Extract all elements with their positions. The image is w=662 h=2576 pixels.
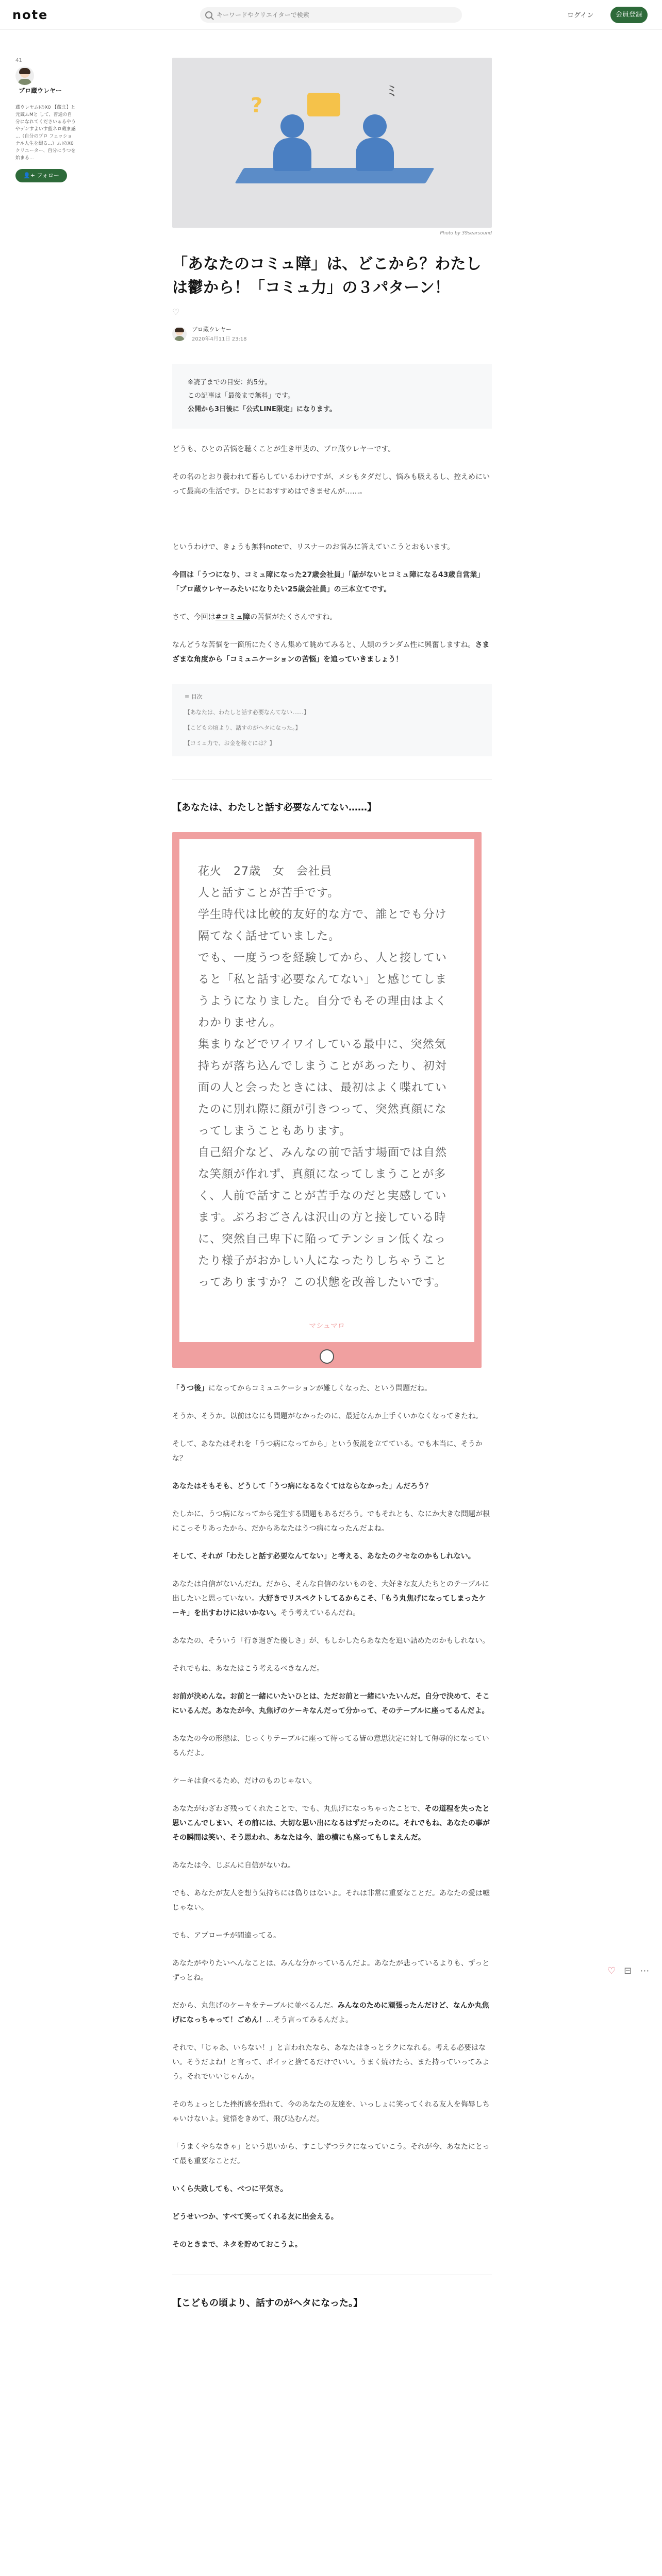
notice-line: 公開から3日後に「公式LINE限定」になります。 [188, 405, 336, 413]
person-right-body [356, 138, 394, 171]
marshmallow-card-body [179, 839, 474, 1342]
follower-count: 41 [15, 58, 22, 63]
signup-button[interactable]: 会員登録 [610, 7, 648, 23]
top-bar [0, 0, 662, 30]
bold-text: さまざまな角度から「コミュニケーションの苦悩」を追っていきましょう！ [172, 641, 490, 664]
avatar-body-shape [174, 336, 185, 341]
login-link[interactable]: ログイン [567, 12, 594, 20]
notice-line: ※読了までの目安：約5分。 [188, 379, 272, 386]
sidebar-author-name[interactable]: ブロ蔵ウレヤー [19, 87, 62, 94]
paragraph: あなたは今、じぶんに自信がないね。 [172, 1861, 295, 1870]
floating-actions [607, 1965, 649, 1976]
author-row [172, 325, 492, 342]
paragraph: そのときまで、ネタを貯めておこうよ。 [172, 2241, 302, 2249]
text: になってからコミュニケーションが難しくなった、という問題だね。 [208, 1384, 432, 1393]
marshmallow-tag: マシュマロ [309, 1322, 345, 1330]
question-mark-icon: ? [251, 94, 263, 117]
toc-heading-label: 目次 [191, 693, 203, 700]
author-bio: 蔵ウレヤムIのX0 【蔵ま】と 元蔵ムMと して、普通の自分になれてくださいぁるやうやデンすよいす藍ネロ蔵ま感 ...（自分のプロ フェッショナル人生を綴る...）ムIのX0 クリエーター、自分にうつを始まる... [15, 105, 76, 161]
bold-text: その道程を失ったと思いこんでしまい、その前には、大切な思い出になるはずだったのに。それでもね、あなたの事がその瞬間は笑い、そう思われ、あなたは今、誰の横にも座ってもしまえんだ。 [172, 1805, 490, 1842]
quote-line: 自己紹介など、みんなの前で話す場面では自然な笑顔が作れず、真顔になってしまうことが多く、人前で話すことが苦手なのだと実感しています。ぶろおごさんは沢山の方と接している時に、突然自己卑下に陥ってテンション低くなったり様子がおかしい人になったりしちゃうことってありますか？この状態を改善したいです。 [198, 1146, 448, 1289]
follow-button[interactable] [15, 169, 67, 182]
toc-item[interactable]: 【あなたは、わたしと話す必要なんてない……】 [185, 709, 309, 716]
table-shape [235, 168, 434, 183]
search-box[interactable] [200, 7, 462, 23]
quote-line: 学生時代は比較的友好的な方で、誰とでも分け隔てなく話せていました。 [198, 908, 447, 943]
text: の苦悩がたくさんですね。 [250, 613, 337, 621]
marshmallow-icon [320, 1349, 334, 1364]
text: そう考えているんだね。 [280, 1609, 360, 1617]
search-icon [205, 11, 212, 19]
paragraph [172, 638, 492, 667]
quote-line: でも、一度うつを経験してから、人と接していると「私と話す必要なんてない」と感じてしまうようになりました。自分でもその理由はよくわかりません。 [198, 952, 448, 1029]
heart-icon[interactable]: ♡ [607, 1965, 616, 1976]
toc-heading[interactable] [185, 692, 479, 701]
paragraph [172, 1802, 492, 1845]
author-name[interactable]: ブロ蔵ウレヤー [192, 326, 231, 333]
marshmallow-card [172, 832, 482, 1368]
photo-credit[interactable]: Photo by 39searsound [440, 231, 492, 236]
quote-line: 人と話すことが苦手です。 [198, 887, 340, 900]
paragraph: あなたの今の形態は、じっくりテーブルに座って待ってる皆の意思決定に対して侮辱的になっているんだよ。 [172, 1735, 489, 1757]
article-column [172, 58, 492, 2309]
section-heading: 【こどもの頃より、話すのがヘタになった。】 [172, 2298, 362, 2309]
paragraph: でも、アプローチが間違ってる。 [172, 1931, 280, 1940]
toc-item[interactable]: 【こどもの頃より、話すのがヘタになった。】 [185, 724, 301, 731]
list-icon: ≡ [185, 693, 191, 700]
text: …そう言ってみるんだよ。 [266, 2016, 353, 2024]
paragraph: それで、「じゃあ、いらない！」と言われたなら、あなたはきっとラクになれる。考える必要はない。そうだよね！と言って、ポイッと捨てるだけでいい。うまく焼けたら、また持っていってみよう。それでいいじゃんか。 [172, 2044, 490, 2081]
avatar-hair-shape [175, 328, 184, 332]
paragraph: そのちょっとした挫折感を恐れて、今のあなたの友達を、いっしょに笑ってくれる友人を侮辱しちゃいけないよ。覚悟をきめて、飛び込むんだ。 [172, 2100, 490, 2123]
share-icon[interactable]: ⋯ [640, 1965, 650, 1976]
paragraph: どうも、ひとの苦悩を聴くことが生き甲斐の、ブロ蔵ウレヤーです。 [172, 445, 395, 453]
publish-date: 2020年4月11日 23:18 [192, 336, 247, 342]
avatar-body-shape [18, 79, 31, 85]
paragraph: そうか、そうか。以前はなにも問題がなかったのに、最近なんか上手くいかなくなってきたね。 [172, 1412, 483, 1420]
notice-line: この記事は「最後まで無料」です。 [188, 392, 294, 400]
paragraph: その名のとおり養われて暮らしているわけですが、メシもタダだし、悩みも吸えるし、控えめにいって最高の生活です。ひとにおすすめはできませんが……。 [172, 473, 490, 496]
paragraph [172, 610, 492, 624]
paragraph [172, 1381, 492, 1396]
paragraph: あなたがやりたいへんなことは、みんな分かっているんだよ。あなたが悲っているよりも、ずっとずっとね。 [172, 1959, 490, 1982]
toc-item[interactable]: 【コミュ力で、お金を稼ぐには？】 [185, 740, 275, 747]
section-heading: 【あなたは、わたしと話す必要なんてない……】 [172, 802, 376, 813]
paragraph: たしかに、うつ病になってから発生する問題もあるだろう。でもそれとも、なにか大きな問題が根にこっそりあったから、だからあなたはうつ病になったんだよね。 [172, 1510, 490, 1533]
person-left-body [273, 138, 311, 171]
quote-line: 集まりなどでワイワイしている最中に、突然気持ちが落ち込んでしまうことがあったり、初対面の人と会ったときには、最初はよく喋れていたのに別れ際に顔が引きつって、突然真顔になってしまうこともあります。 [198, 1038, 448, 1138]
author-sidebar [15, 58, 76, 182]
paragraph [172, 1998, 492, 2027]
paragraph: というわけで、きょうも無料noteで、リスナーのお悩みに答えていこうとおもいます。 [172, 543, 455, 551]
paragraph: 「うまくやらなきゃ」という思いから、すこしずつラクになっていこう。それが今、あなたにとって最も重要なことだ。 [172, 2143, 490, 2165]
bold-text: みんなのために頑張ったんだけど、なんか丸焦げになっちゃって！ごめん！ [172, 2002, 489, 2024]
article-title: 「あなたのコミュ障」は、どこから？わたしは鬱から！「コミュ力」の３パターン！ [172, 255, 482, 297]
text: なんどうな苦悩を一箇所にたくさん集めて眺めてみると、人類のランダム性に興奮しますね。 [172, 641, 475, 649]
table-of-contents [172, 684, 492, 756]
person-add-icon: 👤+ [23, 172, 37, 179]
paragraph: どうせいつか、すべて笑ってくれる友に出会える。 [172, 2213, 338, 2221]
text: あなたがわざわざ残ってくれたことで、でも、丸焦げになっちゃったことで、 [172, 1805, 425, 1813]
author-avatar[interactable] [172, 327, 187, 341]
quote-line: 花火 27歳 女 会社員 [198, 865, 332, 878]
hero-image [172, 58, 492, 228]
search-input[interactable] [217, 11, 443, 19]
text: あなたは自信がないんだね。だから、そんな自信のないものを、大好きな友人たちとのテーブルに出したいと思っていない。 [172, 1580, 489, 1603]
paragraph: あなたはそもそも、どうして「うつ病になるなくてはならなかった」んだろう？ [172, 1482, 432, 1490]
text: さて、今回は [172, 613, 216, 621]
bold-text: 「うつ後」 [172, 1384, 208, 1393]
paragraph: でも、あなたが友人を想う気持ちには偽りはないよ。それは非常に重要なことだ。あなたの愛は嘘じゃない。 [172, 1889, 490, 1912]
paragraph: お前が決めんな。お前と一緒にいたいひとは、ただお前と一緒にいたいんだ。自分で決めて、そこにいるんだ。あなたが今、丸焦げのケーキなんだって分かって、そのテーブルに座ってるんだよ。 [172, 1692, 490, 1715]
avatar-hair-shape [19, 68, 30, 74]
speech-bubble-shape [307, 93, 340, 116]
text: だから、丸焦げのケーキをテーブルに並べるんだ。 [172, 2002, 338, 2010]
notice-box [172, 364, 492, 429]
like-heart-icon[interactable]: ♡ [172, 307, 180, 317]
paragraph: あなたの、そういう「行き過ぎた優しさ」が、もしかしたらあなたを追い詰めたのかもしれない。 [172, 1637, 490, 1645]
paragraph: そして、あなたはそれを「うつ病になってから」という仮説を立てている。でも本当に、そうかな？ [172, 1440, 483, 1463]
paragraph: 今回は「うつになり、コミュ障になった27歳会社員」「話がないヒコミュ障になる43歳自営業」「ブロ蔵ウレヤーみたいになりたい25歳会社員」の三本立てです。 [172, 571, 485, 594]
note-logo[interactable]: note [12, 8, 48, 22]
zigzag-icon: ﾐ [388, 82, 395, 100]
person-right-head [363, 114, 387, 138]
paragraph: ケーキは食べるため、だけのものじゃない。 [172, 1777, 317, 1785]
paragraph [172, 1577, 492, 1620]
paragraph: いくら失敗しても、べつに平気さ。 [172, 2185, 288, 2193]
hashtag-link[interactable]: #コミュ障 [215, 613, 251, 621]
paragraph: そして、それが「わたしと話す必要なんてない」と考える、あなたのクセなのかもしれない。 [172, 1552, 475, 1561]
bookmark-icon[interactable]: ⊟ [624, 1965, 632, 1976]
person-left-head [280, 114, 304, 138]
paragraph: それでもね、あなたはこう考えるべきなんだ。 [172, 1665, 324, 1673]
bold-text: 大好きでリスペクトしてるからこそ、「もう丸焦げになってしまったケーキ」を出すわけにはいかない。 [172, 1595, 486, 1617]
follow-label: フォロー [37, 172, 59, 179]
avatar[interactable] [15, 66, 34, 85]
